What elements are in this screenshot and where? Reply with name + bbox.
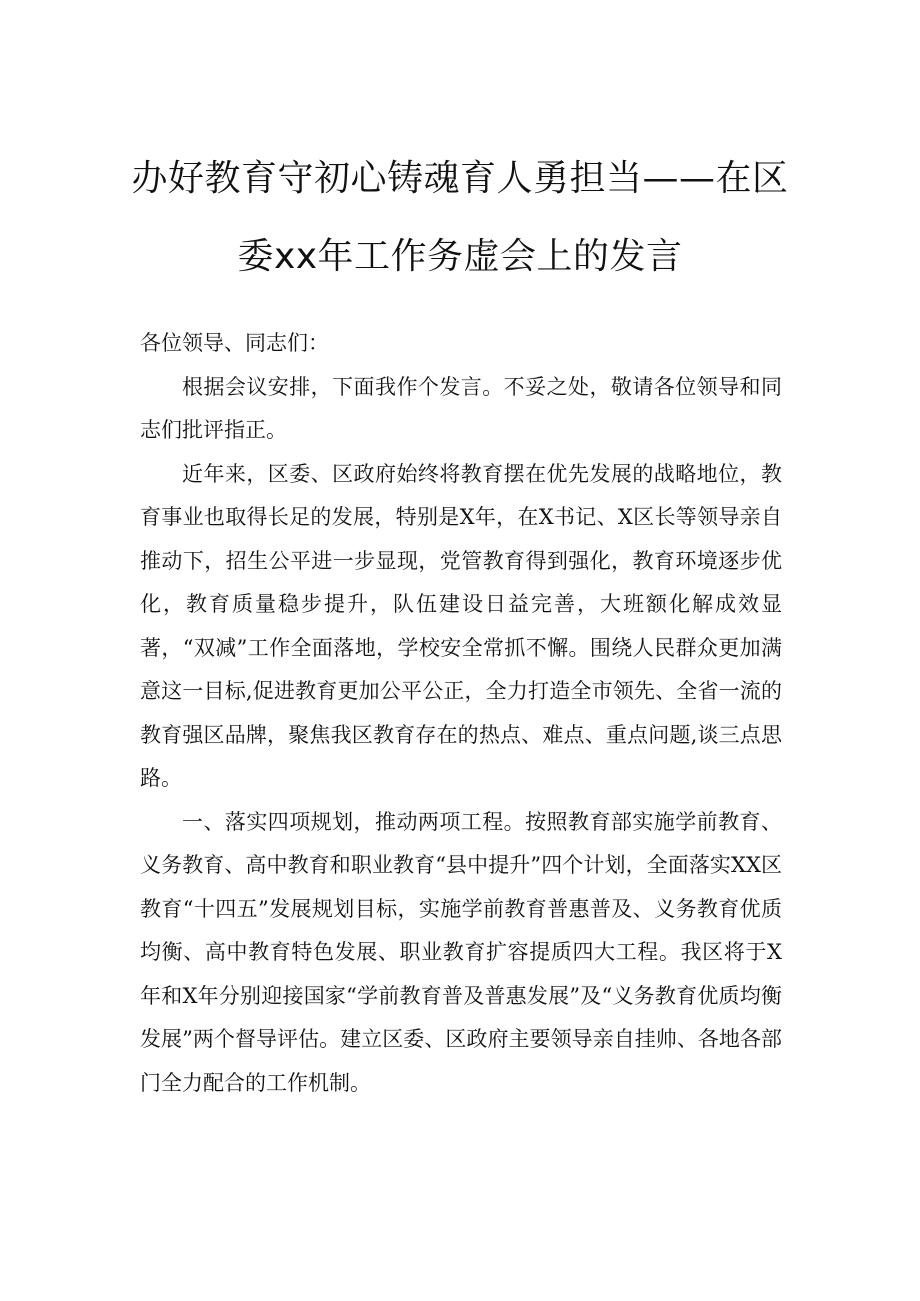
- salutation: 各位领导、同志们：: [140, 331, 329, 355]
- document-body: [140, 322, 782, 1105]
- document-title: 办好教育守初心铸魂育人勇担当——在区委xx年工作务虚会上的发言: [131, 158, 789, 277]
- paragraph-background: 近年来，区委、区政府始终将教育摆在优先发展的战略地位，教育事业也取得长足的发展，特别是X年，在X书记、X区长等领导亲自推动下，招生公平进一步显现，党管教育得到强化，教育环境逐步优化，教育质量稳步提升，队伍建设日益完善，大班额化解成效显著，“双减”工作全面落地，学校安全常抓不懈。围绕人民群众更加满意这一目标,促进教育更加公平公正，全力打造全市领先、全省一流的教育强区品牌，聚焦我区教育存在的热点、难点、重点问题,谈三点思路。: [140, 461, 782, 790]
- paragraph-point-one: 一、落实四项规划，推动两项工程。按照教育部实施学前教育、义务教育、高中教育和职业教育“县中提升”四个计划，全面落实XX区教育“十四五”发展规划目标，实施学前教育普惠普及、义务教育优质均衡、高中教育特色发展、职业教育扩容提质四大工程。我区将于X年和X年分别迎接国家“学前教育普及普惠发展”及“义务教育优质均衡发展”两个督导评估。建立区委、区政府主要领导亲自挂帅、各地各部门全力配合的工作机制。: [140, 809, 782, 1095]
- paragraph-intro: 根据会议安排，下面我作个发言。不妥之处，敬请各位领导和同志们批评指正。: [140, 374, 782, 442]
